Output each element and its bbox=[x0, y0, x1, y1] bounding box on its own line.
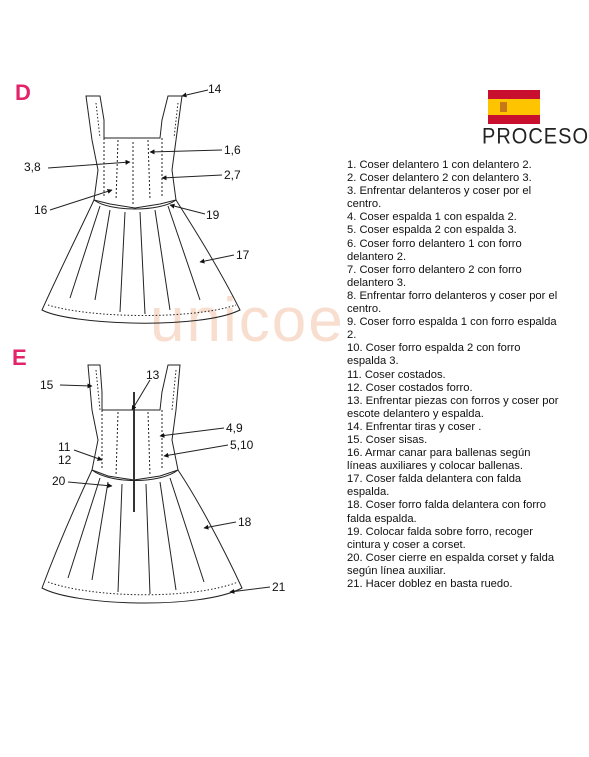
process-step: 8. Enfrentar forro delanteros y coser por el centro. bbox=[347, 289, 558, 316]
process-step: 11. Coser costados. bbox=[347, 368, 446, 381]
callout-e-11: 11 bbox=[58, 440, 71, 454]
process-step: 16. Armar canar para ballenas según líneas auxiliares y colocar ballenas. bbox=[347, 447, 531, 473]
process-steps-list bbox=[347, 159, 559, 591]
callout-d-3-8: 3,8 bbox=[24, 160, 41, 174]
callout-e-4-9: 4,9 bbox=[226, 421, 243, 435]
callout-d-17: 17 bbox=[236, 248, 250, 262]
callout-e-21: 21 bbox=[272, 580, 286, 594]
process-step: 1. Coser delantero 1 con delantero 2. bbox=[347, 159, 532, 171]
process-step: 9. Coser forro espalda 1 con forro espalda 2. bbox=[347, 316, 557, 342]
callout-d-16: 16 bbox=[34, 203, 48, 217]
callout-e-15: 15 bbox=[40, 378, 54, 392]
process-step: 17. Coser falda delantera con falda espalda. bbox=[347, 473, 522, 499]
process-step: 7. Coser forro delantero 2 con forro delantero 3. bbox=[347, 263, 522, 289]
callout-e-18: 18 bbox=[238, 515, 252, 529]
spain-flag-icon bbox=[488, 90, 540, 124]
callout-d-19: 19 bbox=[206, 208, 220, 222]
process-step: 21. Hacer doblez en basta ruedo. bbox=[347, 578, 513, 590]
process-step: 20. Coser cierre en espalda corset y falda según línea auxiliar. bbox=[347, 551, 555, 577]
process-step: 5. Coser espalda 2 con espalda 3. bbox=[347, 224, 517, 237]
process-step: 14. Enfrentar tiras y coser . bbox=[347, 420, 482, 433]
watermark-logo: unicoe bbox=[150, 286, 345, 355]
callout-d-14: 14 bbox=[208, 82, 222, 96]
process-step: 2. Coser delantero 2 con delantero 3. bbox=[347, 172, 532, 185]
callout-e-20: 20 bbox=[52, 474, 66, 488]
process-step: 13. Enfrentar piezas con forros y coser por escote delantero y espalda. bbox=[347, 394, 559, 420]
callout-e-5-10: 5,10 bbox=[230, 438, 254, 452]
process-title: PROCESO bbox=[482, 124, 589, 150]
callout-e-12: 12 bbox=[58, 453, 72, 467]
process-step: 10. Coser forro espalda 2 con forro espalda 3. bbox=[347, 342, 521, 368]
figure-d-letter: D bbox=[15, 80, 31, 105]
process-step: 15. Coser sisas. bbox=[347, 433, 428, 446]
callout-e-13: 13 bbox=[146, 368, 160, 382]
process-step: 4. Coser espalda 1 con espalda 2. bbox=[347, 211, 517, 224]
process-step: 6. Coser forro delantero 1 con forro delantero 2. bbox=[347, 237, 522, 263]
process-step: 12. Coser costados forro. bbox=[347, 381, 473, 394]
process-step: 18. Coser forro falda delantera con forro falda espalda. bbox=[347, 499, 546, 525]
process-step: 19. Colocar falda sobre forro, recoger cintura y coser a corset. bbox=[347, 525, 533, 551]
callout-d-2-7: 2,7 bbox=[224, 168, 241, 182]
figure-e-letter: E bbox=[12, 345, 27, 370]
callout-d-1-6: 1,6 bbox=[224, 143, 241, 157]
dress-e-skirt bbox=[42, 470, 242, 603]
process-step: 3. Enfrentar delanteros y coser por el centro. bbox=[347, 185, 532, 211]
